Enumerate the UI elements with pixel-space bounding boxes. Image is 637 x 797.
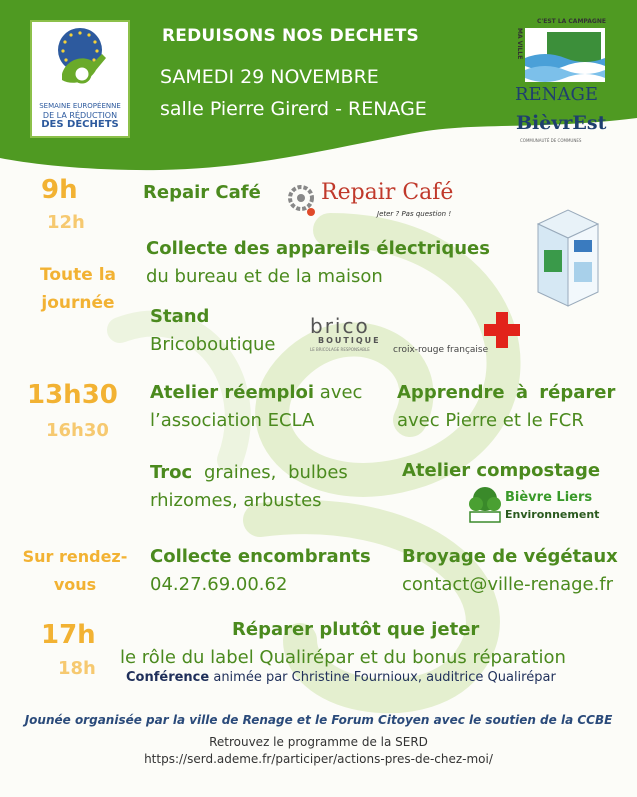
- serd-logo-text: [34, 102, 126, 129]
- croix-rouge-text: croix-rouge française: [393, 345, 489, 355]
- tree-icon: [467, 486, 503, 524]
- reparer-title: Réparer plutôt que jeter: [232, 619, 480, 640]
- brico-logo-text: brico: [310, 314, 370, 338]
- rdv-line-2: vous: [53, 575, 97, 594]
- troc-sub: rhizomes, arbustes: [150, 490, 322, 511]
- renage-side-text: MA VILLE: [516, 28, 523, 60]
- bievre-liers-text-2: Environnement: [505, 508, 600, 521]
- repair-cafe-tagline: Jeter ? Pas question !: [377, 210, 452, 218]
- serd-line-3: DES DÉCHETS: [41, 119, 119, 130]
- conference-bold: Conférence: [126, 670, 210, 685]
- time-13h30: 13h30: [27, 380, 118, 410]
- brico-boutique-logo: [310, 314, 390, 358]
- rdv-line-1: Sur rendez-: [22, 547, 128, 566]
- time-16h30: 16h30: [46, 420, 109, 441]
- compostage-title: Atelier compostage: [402, 460, 601, 481]
- footer-organised: Jounée organisée par la ville de Renage et le Forum Citoyen avec le soutien de la CCBE: [24, 713, 613, 727]
- time-18h: 18h: [58, 658, 96, 679]
- atelier-reemploi-bold: Atelier réemploi: [150, 382, 315, 403]
- time-17h: 17h: [41, 620, 96, 650]
- apprendre-sub: avec Pierre et le FCR: [397, 410, 584, 431]
- serd-line-2: DE LA RÉDUCTION: [42, 111, 118, 120]
- stand-title: Stand: [150, 306, 210, 327]
- header-title: REDUISONS NOS DECHETS: [162, 26, 419, 46]
- repair-cafe-label: Repair Café: [143, 182, 261, 203]
- renage-mark-icon: [525, 28, 605, 82]
- bievre-liers-logo: [467, 486, 600, 526]
- gear-icon: [285, 182, 317, 218]
- troc-rest: graines, bulbes: [192, 462, 348, 483]
- time-12h: 12h: [47, 212, 85, 233]
- toute-line-2: journée: [41, 293, 115, 313]
- bievre-est-sub: COMMUNAUTÉ DE COMMUNES: [520, 138, 582, 143]
- conference-line: [126, 670, 556, 685]
- broyage-title: Broyage de végétaux: [402, 546, 618, 567]
- atelier-reemploi-sub: l’association ECLA: [150, 410, 315, 431]
- repair-cafe-logo: [285, 180, 453, 224]
- troc-bold: Troc: [150, 462, 193, 483]
- time-9h: 9h: [41, 175, 78, 205]
- encombrants-title: Collecte encombrants: [150, 546, 371, 567]
- repair-cafe-logo-text: Repair Café: [321, 180, 454, 205]
- footer-url[interactable]: https://serd.ademe.fr/participer/actions-pres-de-chez-moi/: [144, 752, 493, 766]
- renage-logo: [515, 18, 607, 106]
- brico-logo-tag: LE BRICOLAGE RESPONSABLE: [310, 347, 370, 352]
- stand-subtitle: Bricoboutique: [150, 334, 276, 355]
- bievre-liers-text-1: Bièvre Liers: [505, 490, 593, 505]
- brico-logo-sub: BOUTIQUE: [318, 336, 381, 345]
- sur-rendez-vous: [20, 543, 130, 599]
- collection-box-icon: [528, 206, 602, 310]
- atelier-reemploi: [150, 382, 362, 403]
- renage-name: RENAGE: [515, 84, 598, 105]
- footer-programme: Retrouvez le programme de la SERD: [209, 735, 428, 749]
- reparer-subtitle: le rôle du label Qualirépar et du bonus réparation: [120, 647, 566, 668]
- toute-line-1: Toute la: [40, 265, 116, 285]
- apprendre-title: Apprendre à réparer: [397, 382, 616, 403]
- renage-top-text: C'EST LA CAMPAGNE: [537, 18, 606, 25]
- serd-logo: [30, 20, 130, 138]
- bievre-est-logo: BièvrEst: [516, 112, 607, 134]
- header-place: salle Pierre Girerd - RENAGE: [160, 98, 427, 120]
- collecte-title: Collecte des appareils électriques: [146, 238, 490, 259]
- conference-rest: animée par Christine Fournioux, auditrice Qualirépar: [209, 670, 556, 685]
- red-cross-icon: [484, 312, 520, 348]
- serd-line-1: SEMAINE EUROPÉENNE: [39, 102, 121, 110]
- broyage-email[interactable]: contact@ville-renage.fr: [402, 574, 614, 595]
- troc-line: [150, 462, 348, 483]
- encombrants-phone[interactable]: 04.27.69.00.62: [150, 574, 288, 595]
- header-date: SAMEDI 29 NOVEMBRE: [160, 66, 379, 88]
- collecte-subtitle: du bureau et de la maison: [146, 266, 383, 287]
- toute-la-journee: [30, 261, 126, 317]
- atelier-reemploi-rest: avec: [314, 382, 363, 403]
- hand-recycle-icon: [32, 24, 128, 94]
